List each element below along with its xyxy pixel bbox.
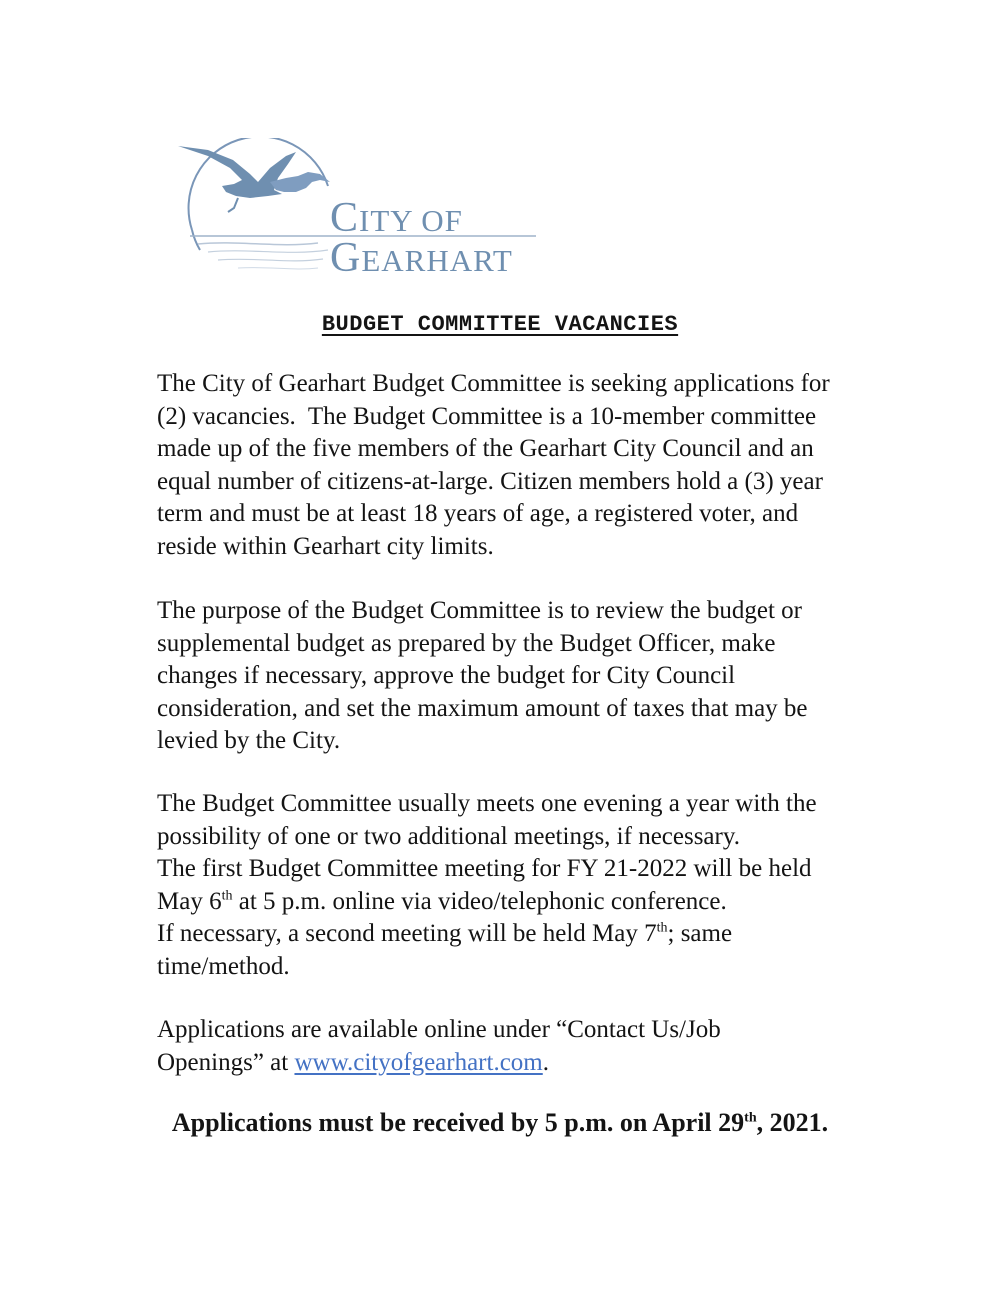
paragraph-purpose — [157, 595, 917, 758]
paragraph-applications — [157, 1014, 917, 1079]
paragraph-meetings — [157, 788, 917, 983]
paragraph-line-with-link — [157, 1047, 917, 1080]
logo-gearhart-cap: G — [330, 235, 362, 281]
logo-gearhart-rest: EARHART — [361, 243, 513, 278]
paragraph-vacancies — [157, 368, 917, 563]
paragraph-line-first-meeting — [157, 886, 917, 919]
paragraph-line: supplemental budget as prepared by the Budget Officer, make — [157, 629, 776, 657]
paragraph-line: Applications are available online under “Contact Us/Job — [157, 1016, 721, 1043]
logo-city-rest: ITY OF — [359, 203, 463, 238]
link-suffix: . — [542, 1048, 549, 1076]
paragraph-line: (2) vacancies. The Budget Committee is a 10-member committee — [157, 402, 817, 430]
page-title-text: BUDGET COMMITTEE VACANCIES — [321, 312, 679, 337]
paragraph-line: The City of Gearhart Budget Committee is seeking applications for — [157, 370, 830, 397]
page-title — [0, 312, 1000, 337]
city-logo — [178, 138, 548, 283]
first-meeting-details: at 5 p.m. online via video/telephonic conference. — [232, 887, 727, 915]
paragraph-line: consideration, and set the maximum amount of taxes that may be — [157, 694, 808, 722]
paragraph-line: equal number of citizens-at-large. Citizen members hold a (3) year — [157, 467, 823, 495]
deadline-year: , 2021. — [756, 1108, 829, 1137]
paragraph-line: reside within Gearhart city limits. — [157, 532, 494, 560]
paragraph-line: made up of the five members of the Gearhart City Council and an — [157, 435, 814, 462]
paragraph-line: The first Budget Committee meeting for FY 21-2022 will be held — [157, 855, 812, 882]
link-prefix: Openings” at — [157, 1048, 295, 1076]
paragraph-line: term and must be at least 18 years of age, a registered voter, and — [157, 500, 799, 527]
ordinal-suffix: th — [744, 1110, 757, 1126]
second-meeting-details: ; same — [667, 920, 733, 947]
paragraph-line: levied by the City. — [157, 727, 341, 754]
paragraph-line: changes if necessary, approve the budget for City Council — [157, 662, 736, 689]
paragraph-line-second-meeting — [157, 918, 917, 951]
logo-text-gearhart — [330, 234, 513, 282]
paragraph-line: The Budget Committee usually meets one evening a year with the — [157, 790, 817, 817]
deadline-text: Applications must be received by 5 p.m. on April 29 — [171, 1108, 745, 1137]
paragraph-line: possibility of one or two additional meetings, if necessary. — [157, 822, 740, 850]
ordinal-suffix: th — [656, 920, 668, 936]
second-meeting-date: If necessary, a second meeting will be held May 7 — [157, 920, 657, 947]
website-link[interactable]: www.cityofgearhart.com — [294, 1048, 543, 1076]
paragraph-line: The purpose of the Budget Committee is to review the budget or — [157, 597, 802, 624]
first-meeting-date: May 6 — [157, 887, 222, 915]
ordinal-suffix: th — [221, 888, 233, 904]
application-deadline — [0, 1108, 1000, 1138]
logo-city-cap: C — [330, 195, 360, 241]
paragraph-line: time/method. — [157, 952, 290, 980]
